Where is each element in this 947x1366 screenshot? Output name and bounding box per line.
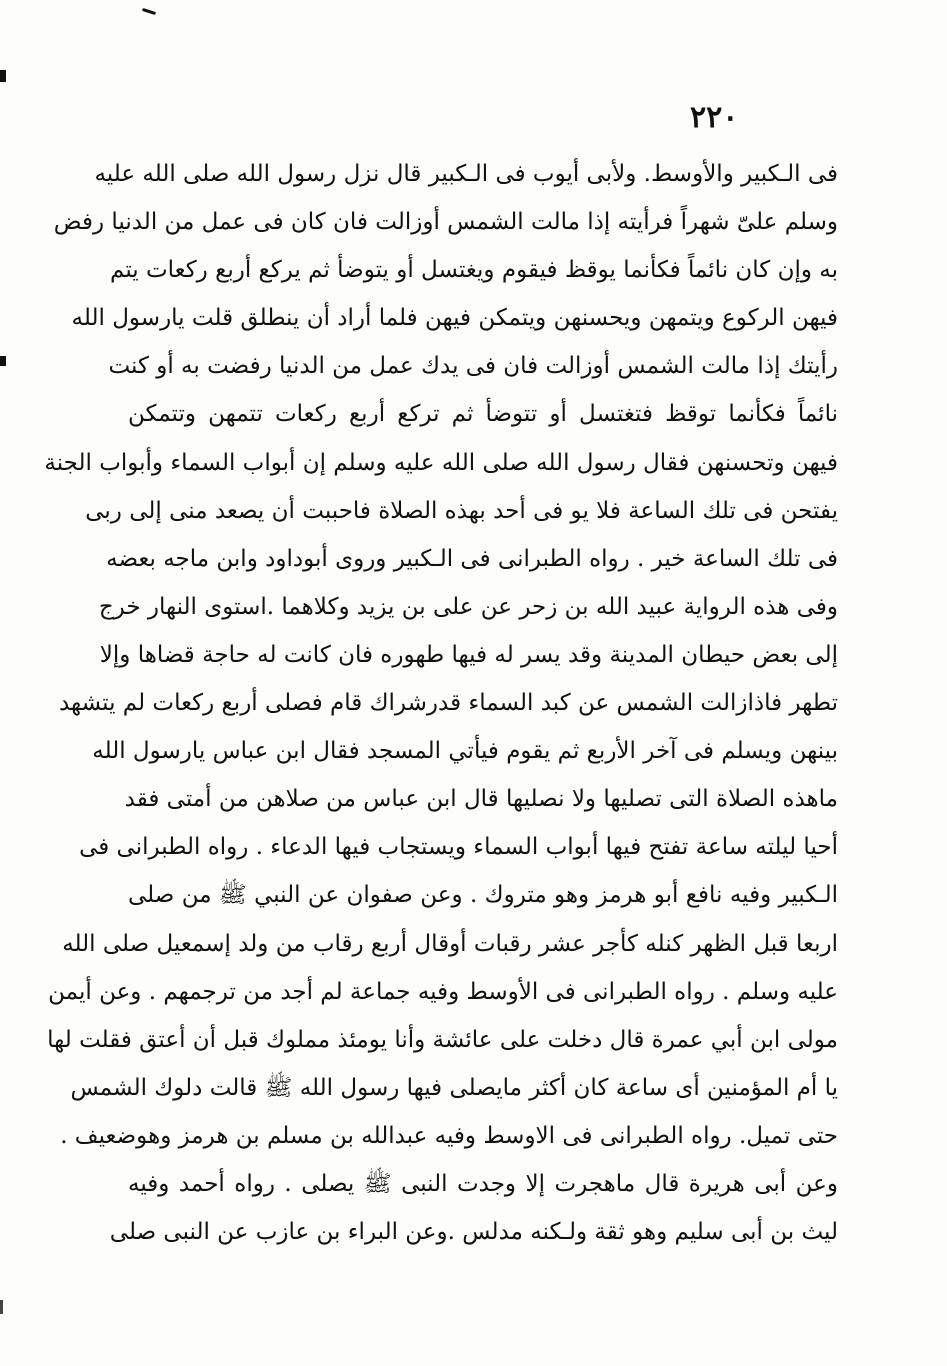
text-line: نائماً فكأنما توقظ فتغتسل أو تتوضأ ثم تركع أربع ركعات تتمهن وتتمكن [128,401,838,428]
text-line: وسلم علىّ شهراً فرأيته إذا مالت الشمس أوزالت فان كان فى عمل من الدنيا رفض [53,209,838,236]
text-line: رأيتك إذا مالت الشمس أوزالت فان فى يدك عمل من الدنيا رفضت به أو كنت [108,353,838,380]
scan-edge-mark [0,356,6,366]
text-line: فيهن وتحسنهن فقال رسول الله صلى الله عليه وسلم إن أبواب السماء وأبواب الجنة [44,449,838,476]
text-line: الـكبير وفيه نافع أبو هرمز وهو متروك . وعن صفوان عن النبي ﷺ من صلى [128,882,838,909]
text-line: فى تلك الساعة خير . رواه الطبرانى فى الـكبير وروى أبوداود وابن ماجه بعضه [106,545,838,572]
text-line: فى الـكبير والأوسط. ولأبى أيوب فى الـكبير قال نزل رسول الله صلى الله عليه [94,161,838,187]
text-line: فيهن الركوع ويتمهن ويحسنهن ويتمكن فيهن فلما أراد أن ينطلق قلت يارسول الله [71,305,838,332]
text-line: أحيا ليلته ساعة تفتح فيها أبواب السماء ويستجاب فيها الدعاء . رواه الطبرانى فى [79,834,838,861]
text-line: بينهن ويسلم فى آخر الأربع ثم يقوم فيأتي المسجد فقال ابن عباس يارسول الله [92,738,838,765]
text-line: يا أم المؤمنين أى ساعة كان أكثر مايصلى فيها رسول الله ﷺ قالت دلوك الشمس [70,1074,838,1101]
scan-edge-mark [0,70,6,82]
text-line: تطهر فاذازالت الشمس عن كبد السماء قدرشراك قام فصلى أربع ركعات لم يتشهد [58,690,838,717]
text-line: اربعا قبل الظهر كنله كأجر عشر رقبات أوقال أربع رقاب من ولد إسمعيل صلى الله [62,930,838,957]
text-line: مولى ابن أبي عمرة قال دخلت على عائشة وأنا يومئذ مملوك قبل أن أعتق فقلت لها [47,1026,838,1053]
text-line: به وإن كان نائماً فكأنما يوقظ فيقوم ويغتسل أو يتوضأ ثم يركع أربع ركعات يتم [110,257,838,284]
text-line: وفى هذه الرواية عبيد الله بن زحر عن على بن يزيد وكلاهما .استوى النهار خرج [98,593,838,620]
text-line: وعن أبى هريرة قال ماهجرت إلا وجدت النبى ﷺ يصلى . رواه أحمد وفيه [128,1170,838,1197]
page-number: ٢٢٠ [690,100,739,135]
text-line: يفتحن فى تلك الساعة فلا يو فى أحد بهذه الصلاة فاحببت أن يصعد منى إلى ربى [85,497,838,524]
body-text [44,150,838,1256]
text-line: ماهذه الصلاة التى تصليها ولا نصليها قال ابن عباس من صلاهن من أمتى فقد [124,786,838,813]
text-line: حتى تميل. رواه الطبرانى فى الاوسط وفيه عبدالله بن مسلم بن هرمز وهوضعيف . [60,1122,838,1149]
scan-speck [142,8,156,15]
text-line: عليه وسلم . رواه الطبرانى فى الأوسط وفيه جماعة لم أجد من ترجمهم . وعن أيمن [48,978,838,1005]
text-line: ليث بن أبى سليم وهو ثقة ولـكنه مدلس .وعن البراء بن عازب عن النبى صلى [109,1219,838,1246]
text-line: إلى بعض حيطان المدينة وقد يسر له فيها طهوره فان كانت له حاجة قضاها وإلا [99,641,838,668]
scan-edge-mark [0,1300,3,1314]
